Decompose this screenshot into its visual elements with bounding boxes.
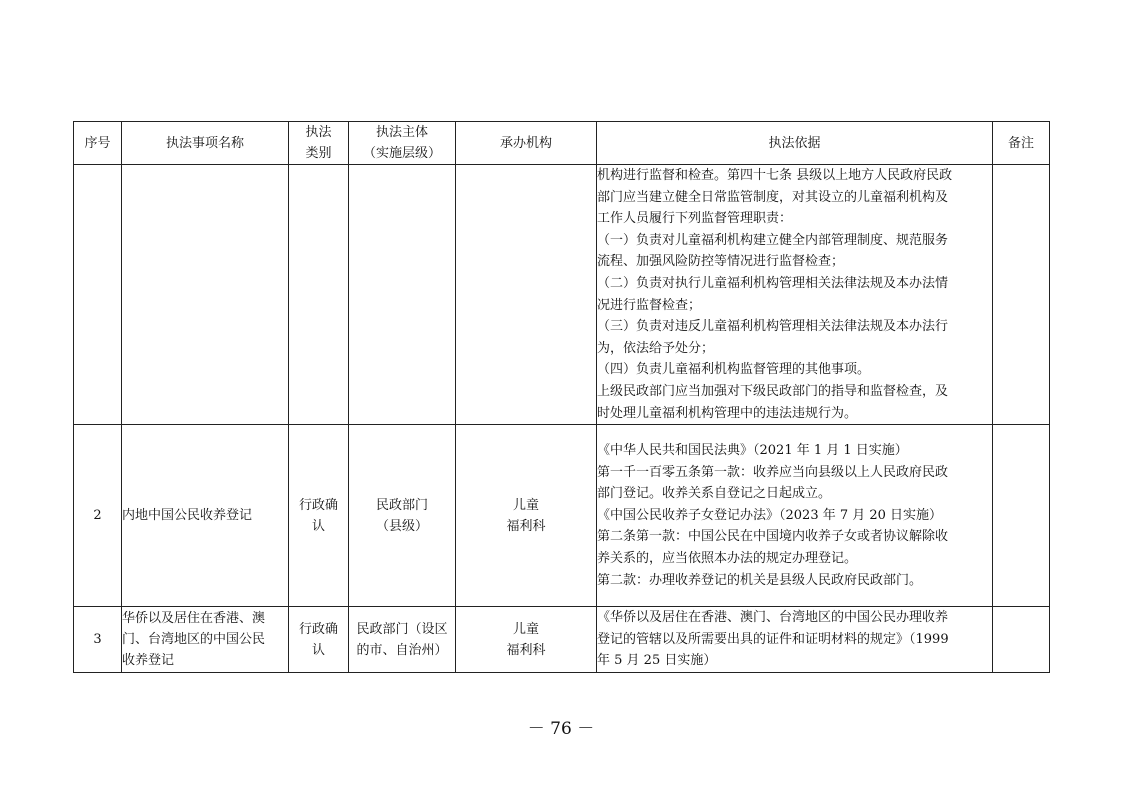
cell-no: 3 — [74, 607, 122, 673]
cell-name: 内地中国公民收养登记 — [122, 425, 289, 607]
header-org: 承办机构 — [456, 122, 597, 165]
cell-name — [122, 165, 289, 425]
cell-name: 华侨以及居住在香港、澳 门、台湾地区的中国公民 收养登记 — [122, 607, 289, 673]
cell-remark — [993, 425, 1050, 607]
cell-no — [74, 165, 122, 425]
cell-type: 行政确 认 — [289, 425, 349, 607]
cell-org: 儿童 福利科 — [456, 607, 597, 673]
header-row — [74, 122, 1050, 165]
page-number: － 76 － — [527, 719, 595, 739]
cell-org — [456, 165, 597, 425]
cell-no: 2 — [74, 425, 122, 607]
table-row — [74, 165, 1050, 425]
cell-subject: 民政部门 （县级） — [349, 425, 456, 607]
header-basis: 执法依据 — [597, 122, 993, 165]
cell-remark — [993, 607, 1050, 673]
cell-basis: 《中华人民共和国民法典》（2021 年 1 月 1 日实施） 第一千一百零五条第一款：收养应当向县级以上人民政府民政 部门登记。收养关系自登记之日起成立。 《中国公民收养子女登记办法》（2023 年 7 月 20 日实施） 第二条第一款：中国公民在中国境内收养子女或者协议解除收 养关系的，应当依照本办法的规定办理登记。 第二款：办理收养登记的机关是县级人民政府民政部门。 — [597, 425, 993, 607]
cell-subject — [349, 165, 456, 425]
law-enforcement-table — [73, 121, 1050, 673]
header-type: 执法 类别 — [289, 122, 349, 165]
cell-basis: 机构进行监督和检查。第四十七条 县级以上地方人民政府民政 部门应当建立健全日常监管制度，对其设立的儿童福利机构及 工作人员履行下列监督管理职责： （一）负责对儿童福利机构建立健全内部管理制度、规范服务 流程、加强风险防控等情况进行监督检查； （二）负责对执行儿童福利机构管理相关法律法规及本办法情 况进行监督检查； （三）负责对违反儿童福利机构管理相关法律法规及本办法行 为，依法给予处分； （四）负责儿童福利机构监督管理的其他事项。 上级民政部门应当加强对下级民政部门的指导和监督检查，及 时处理儿童福利机构管理中的违法违规行为。 — [597, 165, 993, 425]
header-subject: 执法主体 （实施层级） — [349, 122, 456, 165]
header-name: 执法事项名称 — [122, 122, 289, 165]
table-row — [74, 607, 1050, 673]
header-remark: 备注 — [993, 122, 1050, 165]
cell-basis: 《华侨以及居住在香港、澳门、台湾地区的中国公民办理收养 登记的管辖以及所需要出具的证件和证明材料的规定》（1999 年 5 月 25 日实施） — [597, 607, 993, 673]
cell-type — [289, 165, 349, 425]
cell-type: 行政确 认 — [289, 607, 349, 673]
header-no: 序号 — [74, 122, 122, 165]
cell-subject: 民政部门（设区 的市、自治州） — [349, 607, 456, 673]
cell-remark — [993, 165, 1050, 425]
cell-org: 儿童 福利科 — [456, 425, 597, 607]
table-row — [74, 425, 1050, 607]
